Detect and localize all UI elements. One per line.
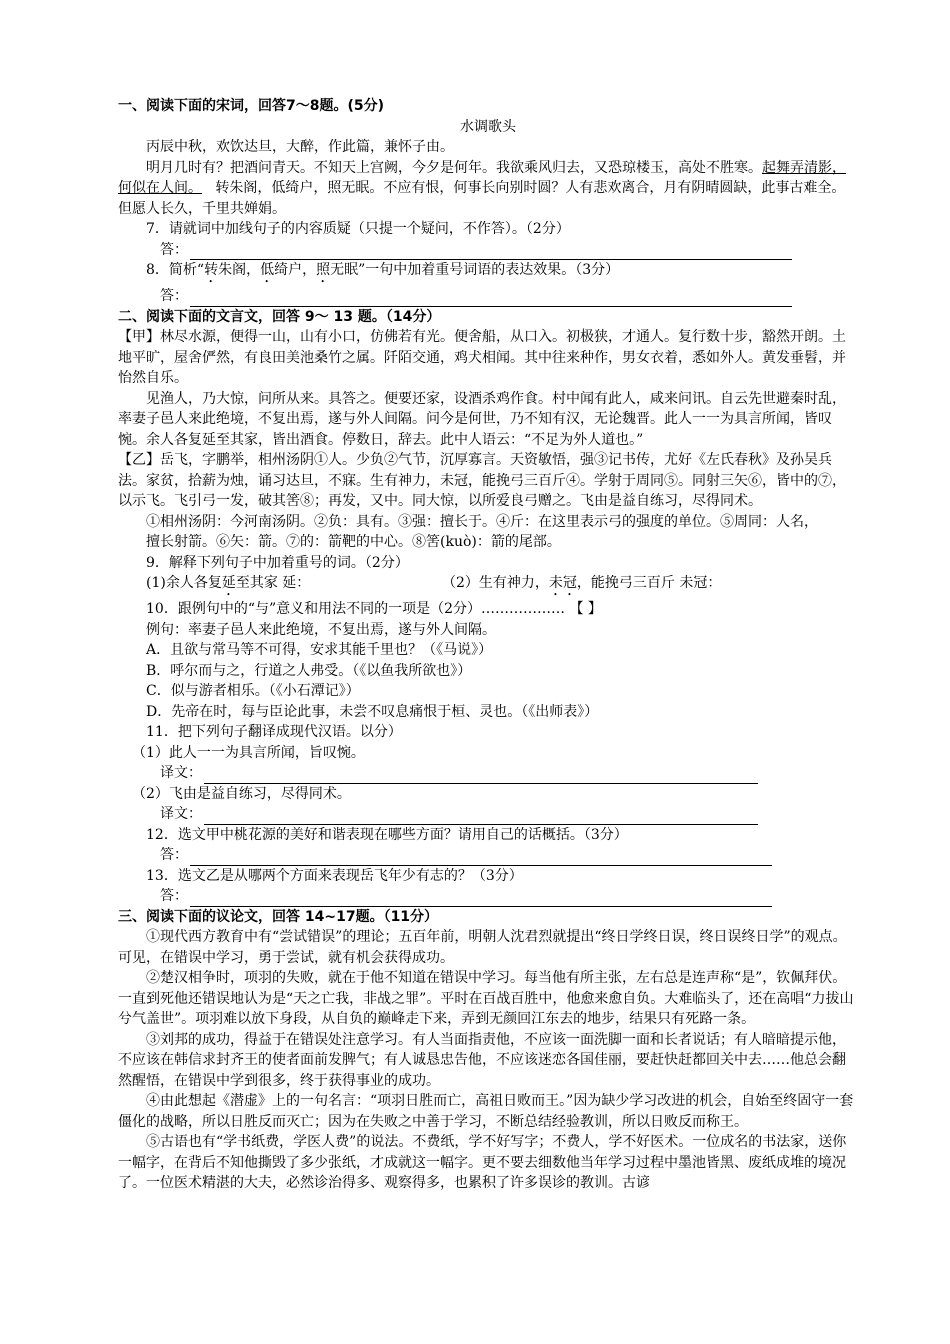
poem-preface: 丙辰中秋，欢饮达旦，大醉，作此篇，兼怀子由。 xyxy=(146,139,454,155)
answer-label: 答： xyxy=(160,288,188,304)
answer-blank[interactable] xyxy=(190,851,772,866)
q8-emph-3: 照 xyxy=(316,262,331,278)
passage-jia-p2: 见渔人，乃大惊，问所从来。具答之。便要还家，设酒杀鸡作食。村中闻有此人，咸来问讯。自云先世避秦时乱，率妻子邑人来此绝境，不复出焉，遂与外人间隔。问今是何世，乃不知有汉，无论魏晋。此人一一为具言所闻，皆叹惋。余人各复延至其家，皆出酒食。停数日，辞去。此中人语云：“不足为外人道也。” xyxy=(118,390,846,448)
section2-heading: 二、阅读下面的文言文，回答 9～ 13 题。（14分） xyxy=(118,308,441,325)
essay-paragraph-4: ④由此想起《潜虚》上的一句名言：“项羽日胜而亡，高祖日败而王。”因为缺少学习改进的机会，自始至终固守一套僵化的战略，所以日胜反而灭亡；因为在失败之中善于学习，不断总结经验教训，所以日败反而称王。 xyxy=(118,1093,854,1130)
poem-body xyxy=(118,158,858,220)
section1-heading: 一、阅读下面的宋词，回答7～8题。(5分) xyxy=(118,98,385,114)
question-9: 9．解释下列句子中加着重号的词。（2分） xyxy=(146,554,409,571)
q9-1-text-a: (1)余人各复 xyxy=(146,575,222,591)
question-8 xyxy=(118,260,858,286)
question-7: 7．请就词中加线句子的内容质疑（只提一个疑问，不作答）。（2分） xyxy=(146,221,570,237)
answer-blank[interactable] xyxy=(190,892,772,907)
q11-item-1: （1）此人一一为具言所闻，旨叹惋。 xyxy=(132,744,365,761)
passage-yi: 【乙】岳飞，字鹏举，相州汤阴①人。少负②气节，沉厚寡言。天资敏悟，强③记书传，尤好《左氏春秋》及孙吴兵法。家贫，拾薪为烛，诵习达旦，不寐。生有神力，未冠，能挽弓三百斤④。学射于周同⑤。同射三矢⑥，皆中的⑦，以示飞。飞引弓一发，破其筈⑧；再发，又中。同大惊，以所爱良弓赠之。飞由是益自练习，尽得同术。 xyxy=(118,452,846,509)
question-12: 12．选文甲中桃花源的美好和谐表现在哪些方面？请用自己的话概括。（3分） xyxy=(146,826,628,843)
answer-label: 答： xyxy=(160,241,188,258)
q9-1-emph: 延 xyxy=(221,575,236,591)
answer-label: 答： xyxy=(160,847,188,863)
answer-blank[interactable] xyxy=(190,245,792,260)
essay-paragraph-5: ⑤古语也有“学书纸费，学医人费”的说法。不费纸，学不好写字；不费人，学不好医术。一位成名的书法家，送你一幅字，在背后不知他撕毁了多少张纸，才成就这一幅字。更不要去细数他当年学习过程中墨池皆黑、废纸成堆的境况了。一位医术精湛的大夫，必然诊治得多、观察得多，也累积了许多误诊的教训。古谚 xyxy=(118,1134,847,1191)
q11-item-2: （2）飞由是益自练习，尽得同术。 xyxy=(132,785,351,802)
essay-paragraph-3: ③刘邦的成功，得益于在错误处注意学习。有人当面指责他，不应该一面洗脚一面和长者说话；有人暗暗提示他，不应该在韩信求封齐王的使者面前发脾气；有人诚恳忠告他，不应该迷恋各国佳丽，要赶快赶都回关中去……他总会翻然醒悟，在错误中学到很多，终于获得事业的成功。 xyxy=(118,1031,846,1089)
answer-line-13 xyxy=(118,886,858,907)
q8-emph-2: 低 xyxy=(260,262,275,278)
underlined-line-2: 弄清影，何似在人间。 xyxy=(118,159,846,196)
q10-option-a: A．且欲与常马等不可得，安求其能千里也？（《马说》） xyxy=(146,642,493,658)
translation-line-2 xyxy=(118,804,858,825)
essay-paragraph-2: ②楚汉相争时，项羽的失败，就在于他不知道在错误中学习。每当他有所主张，左右总是连声称“是”，钦佩拜伏。一直到死他还错误地认为是“天之亡我，非战之罪”。平时在百战百胜中，他愈来愈自负。大难临头了，还在高唱“力拔山兮气盖世”。项羽难以放下身段，从自负的巅峰走下来，弄到无颜回江东去的地步，结果只有死路一条。 xyxy=(118,970,854,1027)
translation-blank[interactable] xyxy=(204,810,758,825)
question-9-items xyxy=(118,573,858,599)
answer-line-12 xyxy=(118,845,858,866)
translation-blank[interactable] xyxy=(204,769,758,784)
translation-label: 译文： xyxy=(160,806,202,822)
document-page xyxy=(118,96,858,1194)
q9-1-text-b: 至其家 延： xyxy=(235,575,311,591)
section3-heading: 三、阅读下面的议论文，回答 14~17题。（11分） xyxy=(118,908,439,925)
q8-text-c: 绮户， xyxy=(274,262,317,278)
q10-option-d: D．先帝在时，每与臣论此事，未尝不叹息痛恨于桓、灵也。（《出师表》） xyxy=(146,703,599,720)
q9-2-text-b: ，能挽弓三百斤 未冠： xyxy=(576,575,722,591)
underlined-line-1: 起舞 xyxy=(762,159,790,176)
q10-option-c: C．似与游者相乐。（《小石潭记》） xyxy=(146,683,360,699)
question-11: 11．把下列句子翻译成现代汉语。以分） xyxy=(146,724,402,740)
q8-text-b: 朱阁， xyxy=(218,262,261,278)
answer-line-7 xyxy=(118,240,858,261)
q8-emph-1: 转 xyxy=(204,262,219,278)
poem-body-b: 转朱阁，低绮户，照无眠。不应有恨，何事长向别时圆？人有悲欢离合，月有阴晴圆缺，此事古难全。但愿人长久，千里共婵娟。 xyxy=(118,180,846,217)
answer-label: 答： xyxy=(160,888,188,904)
translation-line-1 xyxy=(118,763,858,784)
notes-line-2: 擅长射箭。⑥矢：箭。⑦的：箭靶的中心。⑧筈(kuò)：箭的尾部。 xyxy=(146,534,561,550)
q10-example: 例句：率妻子邑人来此绝境，不复出焉，遂与外人间隔。 xyxy=(146,621,496,638)
q8-text-a: 8．简析“ xyxy=(146,262,205,278)
translation-label: 译文： xyxy=(160,765,202,781)
question-10: 10．跟例句中的“与”意义和用法不同的一项是（2分）……………… 【 】 xyxy=(146,601,602,617)
q9-2-text-a: （2）生有神力， xyxy=(442,575,549,591)
passage-jia-p1: 【甲】林尽水源，便得一山，山有小口，仿佛若有光。便舍船，从口入。初极狭，才通人。复行数十步，豁然开朗。土地平旷，屋舍俨然，有良田美池桑竹之属。阡陌交通，鸡犬相闻。其中往来种作，男女衣着，悉如外人。黄发垂髫，并怡然自乐。 xyxy=(118,329,846,386)
poem-title: 水调歌头 xyxy=(460,118,516,135)
q9-2-emph: 未冠 xyxy=(548,575,577,591)
poem-body-a: 明月几时有？把酒问青天。不知天上宫阙，今夕是何年。我欲乘风归去，又恐琼楼玉，高处不胜寒。 xyxy=(146,159,762,176)
notes-line-1: ①相州汤阴：今河南汤阴。②负：具有。③强：擅长于。④斤：在这里表示弓的强度的单位。⑤周同：人名， xyxy=(146,513,818,530)
q10-option-b: B．呼尔而与之，行道之人弗受。（《以鱼我所欲也》） xyxy=(146,662,472,679)
q9-item-1 xyxy=(146,573,442,599)
question-13: 13．选文乙是从哪两个方面来表现岳飞年少有志的？（3分） xyxy=(146,867,523,884)
answer-blank[interactable] xyxy=(190,292,792,307)
q9-item-2 xyxy=(442,573,721,599)
answer-line-8 xyxy=(118,286,858,307)
essay-paragraph-1: ①现代西方教育中有“尝试错误”的理论；五百年前，明朝人沈君烈就提出“终日学终日误，终日误终日学”的观点。可见，在错误中学习，勇于尝试，就有机会获得成功。 xyxy=(118,929,847,966)
q8-text-d: 无眠”一句中加着重号词语的表达效果。（3分） xyxy=(330,262,620,278)
